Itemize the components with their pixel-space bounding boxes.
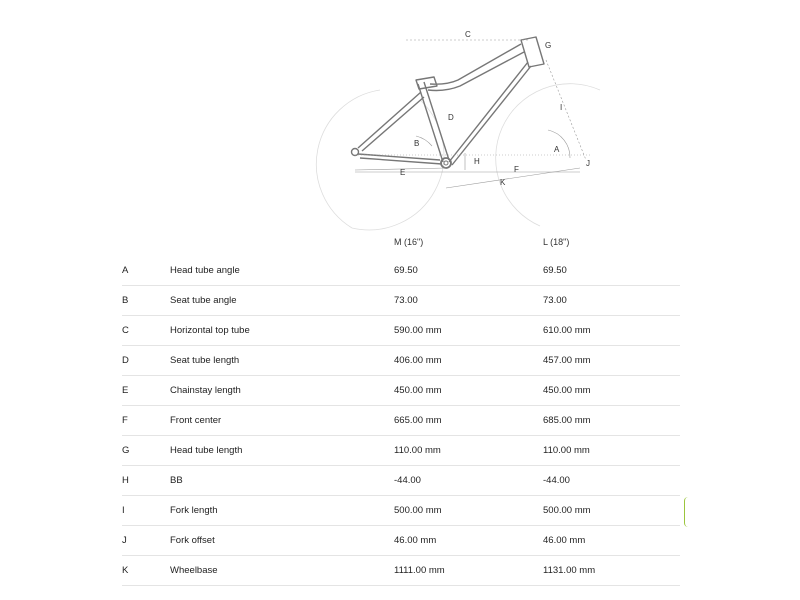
label-k: K xyxy=(500,178,506,187)
geometry-table xyxy=(122,229,680,586)
row-value-l: 457.00 mm xyxy=(543,355,591,366)
head-tube xyxy=(521,37,544,67)
row-value-m: 73.00 xyxy=(394,295,418,306)
row-value-l: 1131.00 mm xyxy=(543,565,596,576)
table-row xyxy=(122,346,680,376)
dim-i-line xyxy=(546,60,586,160)
table-row xyxy=(122,286,680,316)
label-j: J xyxy=(586,159,590,168)
row-value-m: 110.00 mm xyxy=(394,445,441,456)
label-d: D xyxy=(448,113,454,122)
chain-stays xyxy=(358,154,442,164)
label-c: C xyxy=(465,30,471,39)
row-value-m: 500.00 mm xyxy=(394,505,442,516)
row-name: BB xyxy=(170,475,183,486)
row-value-m: 450.00 mm xyxy=(394,385,442,396)
table-row xyxy=(122,496,680,526)
table-row xyxy=(122,556,680,586)
row-key: G xyxy=(122,445,130,456)
row-name: Fork length xyxy=(170,505,218,516)
row-key: B xyxy=(122,295,129,306)
label-i: I xyxy=(560,103,563,112)
table-row xyxy=(122,466,680,496)
row-key: J xyxy=(122,535,127,546)
label-b: B xyxy=(414,139,420,148)
row-name: Horizontal top tube xyxy=(170,325,250,336)
table-row xyxy=(122,526,680,556)
row-value-l: 73.00 xyxy=(543,295,567,306)
table-row xyxy=(122,256,680,286)
bottom-bracket xyxy=(441,158,451,168)
size-l-header: L (18") xyxy=(543,237,570,247)
row-value-m: 590.00 mm xyxy=(394,325,442,336)
row-value-l: 69.50 xyxy=(543,265,567,276)
row-value-m: 406.00 mm xyxy=(394,355,442,366)
label-g: G xyxy=(545,41,552,50)
row-key: D xyxy=(122,355,129,366)
table-row xyxy=(122,376,680,406)
row-highlight-marker xyxy=(684,497,689,527)
row-key: C xyxy=(122,325,129,336)
top-tube xyxy=(428,44,524,91)
row-key: K xyxy=(122,565,129,576)
row-name: Head tube length xyxy=(170,445,243,456)
row-key: E xyxy=(122,385,129,396)
row-value-m: -44.00 xyxy=(394,475,421,486)
dimension-lines xyxy=(355,40,590,188)
bike-frame xyxy=(352,37,545,168)
table-row xyxy=(122,436,680,466)
dim-f-line xyxy=(446,168,580,188)
row-value-m: 46.00 mm xyxy=(394,535,437,546)
row-value-l: 610.00 mm xyxy=(543,325,591,336)
row-key: H xyxy=(122,475,129,486)
frame-geometry-svg xyxy=(0,0,800,235)
row-value-l: 450.00 mm xyxy=(543,385,591,396)
table-row xyxy=(122,316,680,346)
row-name: Fork offset xyxy=(170,535,215,546)
row-name: Wheelbase xyxy=(170,565,218,576)
rear-dropout xyxy=(352,149,359,156)
label-f: F xyxy=(514,165,519,174)
row-value-l: -44.00 xyxy=(543,475,570,486)
row-name: Head tube angle xyxy=(170,265,240,276)
size-m-header: M (16") xyxy=(394,237,424,247)
row-value-l: 685.00 mm xyxy=(543,415,591,426)
label-e: E xyxy=(400,168,406,177)
table-row xyxy=(122,406,680,436)
row-key: A xyxy=(122,265,129,276)
frame-geometry-diagram xyxy=(0,0,800,235)
row-name: Chainstay length xyxy=(170,385,241,396)
row-name: Seat tube angle xyxy=(170,295,237,306)
row-value-m: 665.00 mm xyxy=(394,415,442,426)
seat-tube xyxy=(418,82,449,162)
row-value-m: 69.50 xyxy=(394,265,418,276)
row-value-l: 500.00 mm xyxy=(543,505,591,516)
row-value-l: 46.00 mm xyxy=(543,535,586,546)
label-h: H xyxy=(474,157,480,166)
row-value-l: 110.00 mm xyxy=(543,445,590,456)
table-header xyxy=(122,229,680,256)
label-a: A xyxy=(554,145,560,154)
row-name: Seat tube length xyxy=(170,355,240,366)
row-value-m: 1111.00 mm xyxy=(394,565,445,576)
row-key: F xyxy=(122,415,128,426)
row-name: Front center xyxy=(170,415,222,426)
row-key: I xyxy=(122,505,125,516)
